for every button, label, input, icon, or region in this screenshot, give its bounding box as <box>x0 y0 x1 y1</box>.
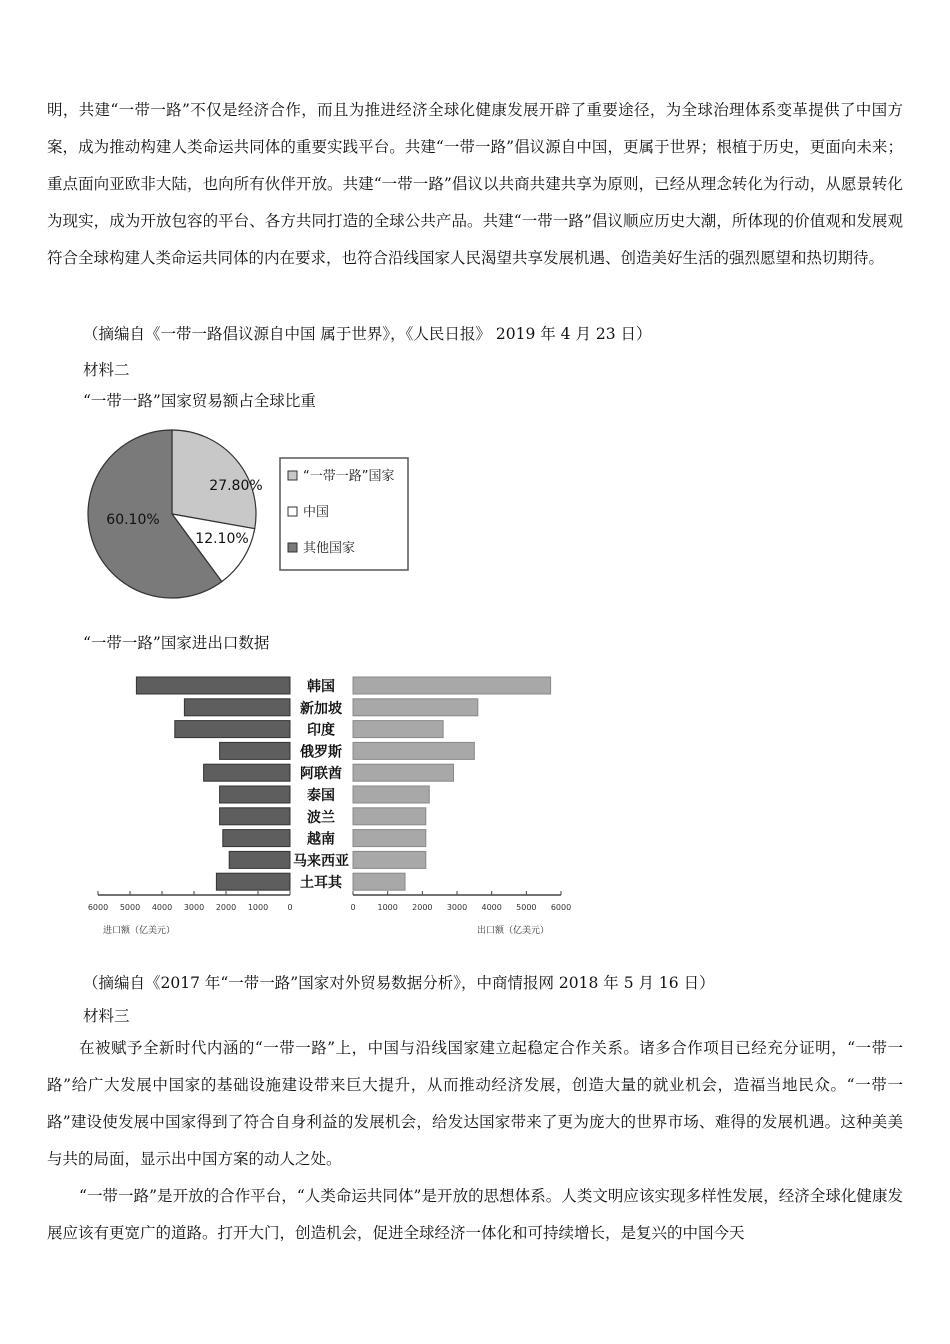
import-tick-label-2: 4000 <box>151 903 173 912</box>
pie-legend-label-1: 中国 <box>303 505 330 520</box>
import-tick-label-0: 6000 <box>87 903 109 912</box>
import-tick-label-3: 3000 <box>183 903 205 912</box>
import-bar-3 <box>220 742 290 759</box>
pie-label-0: 27.80% <box>209 478 263 494</box>
material3-heading: 材料三 <box>83 1007 130 1025</box>
import-bar-5 <box>220 786 290 803</box>
import-bar-9 <box>216 873 290 890</box>
material1-paragraph: 明，共建“一带一路”不仅是经济合作，而且为推进经济全球化健康发展开辟了重要途径，为全球治理体系变革提供了中国方案，成为推动构建人类命运共同体的重要实践平台。共建“一带一路”倡议源自中国，更属于世界；根植于历史，更面向未来；重点面向亚欧非大陆，也向所有伙伴开放。共建“一带一路”倡议以共商共建共享为原则，已经从理念转化为行动，从愿景转化为现实，成为开放包容的平台、各方共同打造的全球公共产品。共建“一带一路”倡议顺应历史大潮，所体现的价值观和发展观符合全球构建人类命运共同体的内在要求，也符合沿线国家人民渴望共享发展机遇、创造美好生活的强烈愿望和热切期待。 <box>47 101 903 267</box>
category-label-2: 印度 <box>307 722 335 739</box>
export-tick-label-2: 2000 <box>412 903 433 912</box>
import-bar-7 <box>223 830 290 847</box>
category-label-9: 土耳其 <box>300 875 342 892</box>
export-bar-2 <box>353 721 443 738</box>
pie-legend-label-2: 其他国家 <box>303 541 356 556</box>
export-bar-6 <box>353 808 426 825</box>
import-tick-label-1: 5000 <box>119 903 141 912</box>
category-label-8: 马来西亚 <box>293 853 349 870</box>
pie-legend-swatch-0 <box>288 471 297 480</box>
pie-legend-swatch-1 <box>288 507 297 516</box>
export-bar-4 <box>353 764 454 781</box>
import-tick-label-5: 1000 <box>247 903 269 912</box>
import-bar-2 <box>175 721 290 738</box>
material2-heading: 材料二 <box>83 361 130 379</box>
export-bar-1 <box>353 699 478 716</box>
category-label-5: 泰国 <box>307 788 335 804</box>
category-label-7: 越南 <box>307 831 335 848</box>
category-label-0: 韩国 <box>307 679 335 695</box>
import-tick-label-6: 0 <box>287 903 293 912</box>
export-tick-label-4: 4000 <box>481 903 502 912</box>
export-tick-label-6: 6000 <box>550 903 572 912</box>
import-axis-label: 进口额（亿美元） <box>103 926 176 936</box>
category-label-4: 阿联酋 <box>300 766 342 783</box>
import-bar-0 <box>136 677 290 694</box>
material3-paragraph-2: “一带一路”是开放的合作平台，“人类命运共同体”是开放的思想体系。人类文明应该实现多样性发展，经济全球化健康发展应该有更宽广的道路。打开大门，创造机会，促进全球经济一体化和可持续增长，是复兴的中国今天 <box>47 1187 903 1242</box>
pie-label-1: 12.10% <box>195 531 249 547</box>
category-label-1: 新加坡 <box>300 700 342 717</box>
export-tick-label-3: 3000 <box>446 903 468 912</box>
material2-source: （摘编自《2017 年“一带一路”国家对外贸易数据分析》，中商情报网 2018 年 5 月 16 日） <box>83 974 715 992</box>
export-bar-9 <box>353 873 405 890</box>
import-bar-6 <box>220 808 290 825</box>
material3-paragraph-1: 在被赋予全新时代内涵的“一带一路”上，中国与沿线国家建立起稳定合作关系。诸多合作项目已经充分证明，“一带一路”给广大发展中国家的基础设施建设带来巨大提升，从而推动经济发展，创造大量的就业机会，造福当地民众。“一带一路”建设使发展中国家得到了符合自身利益的发展机会，给发达国家带来了更为庞大的世界市场、难得的发展机遇。这种美美与共的局面，显示出中国方案的动人之处。 <box>47 1039 903 1168</box>
export-axis-label: 出口额（亿美元） <box>477 926 550 936</box>
import-tick-label-4: 2000 <box>215 903 237 912</box>
export-bar-0 <box>353 677 551 694</box>
export-tick-label-0: 0 <box>350 903 356 912</box>
export-bar-3 <box>353 742 474 759</box>
bar-chart <box>87 670 575 940</box>
bar-chart-title: “一带一路”国家进出口数据 <box>83 634 270 652</box>
import-bar-8 <box>229 851 290 868</box>
export-tick-label-5: 5000 <box>516 903 537 912</box>
import-bar-1 <box>184 699 290 716</box>
pie-chart <box>85 428 425 606</box>
export-bar-7 <box>353 830 426 847</box>
export-tick-label-1: 1000 <box>377 903 398 912</box>
export-bar-8 <box>353 851 426 868</box>
material1-source: （摘编自《一带一路倡议源自中国 属于世界》，《人民日报》 2019 年 4 月 23 日） <box>83 325 652 343</box>
category-label-3: 俄罗斯 <box>300 744 342 761</box>
pie-legend-label-0: “一带一路”国家 <box>303 469 395 484</box>
export-bar-5 <box>353 786 429 803</box>
pie-label-2: 60.10% <box>106 512 160 528</box>
pie-legend-swatch-2 <box>288 543 297 552</box>
import-bar-4 <box>204 764 290 781</box>
category-label-6: 波兰 <box>307 809 335 826</box>
pie-chart-title: “一带一路”国家贸易额占全球比重 <box>83 392 316 410</box>
